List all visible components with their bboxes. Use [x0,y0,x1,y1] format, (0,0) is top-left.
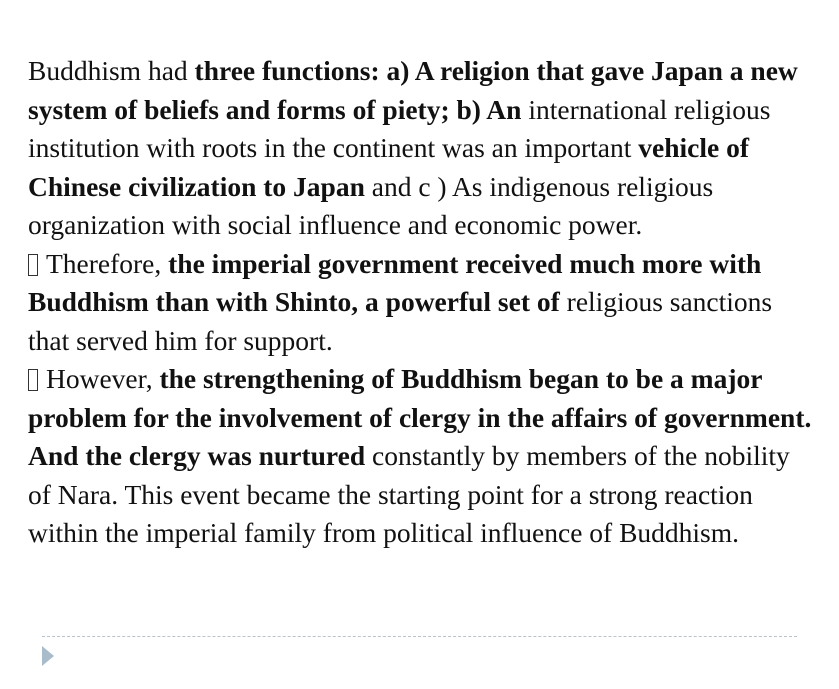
footer-divider [42,636,797,637]
text-segment: However, [46,363,160,394]
slide-body [28,52,818,553]
next-slide-arrow-icon[interactable] [42,646,54,666]
bullet-box-icon [28,369,38,391]
text-segment-bold: vehicle of Chinese civilization to Japan [28,132,750,202]
paragraph-therefore [28,245,818,361]
paragraph-functions [28,52,818,245]
text-segment: and c ) As indigenous religious organization with social influence and economic power. [28,170,714,240]
text-segment-bold: three functions: a) A religion that gave Japan a new system of beliefs and forms of piety; b) An [28,55,798,125]
bullet-box-icon [28,254,38,276]
text-segment: Buddhism had [28,55,195,86]
text-segment: Therefore, [46,247,169,279]
text-segment: religious sanctions that served him for support. [28,286,773,356]
text-segment: international religious institution with roots in the continent was an important [28,93,771,163]
text-segment: constantly by members of the nobility of Nara. This event became the starting point for a strong reaction within the imperial family from political influence of Buddhism. [28,440,790,548]
text-segment-bold: the strengthening of Buddhism began to be a major problem for the involvement of clergy in the affairs of government. And the clergy was nurtured [28,363,812,471]
text-segment-bold: the imperial government received much more with Buddhism than with Shinto, a powerful set of [28,247,762,317]
paragraph-however [28,360,818,553]
